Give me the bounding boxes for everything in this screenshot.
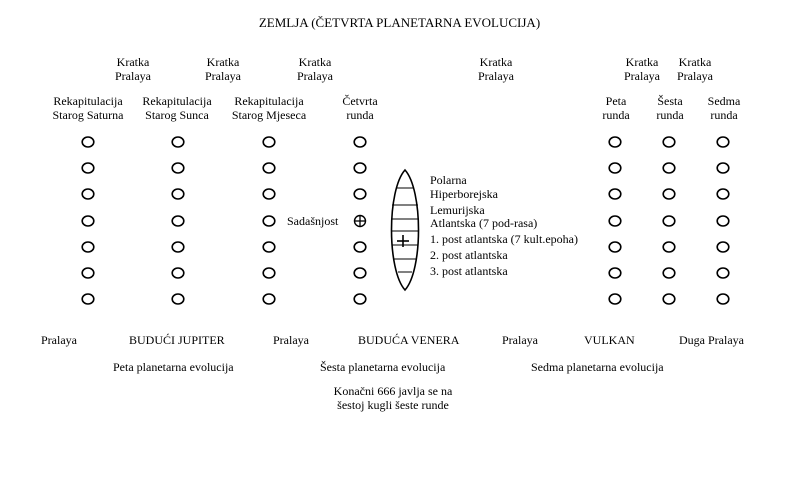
globe-circle <box>354 189 366 199</box>
round-label-seventh: Sedma runda <box>707 94 741 122</box>
race-polar: Polarna <box>430 173 467 187</box>
diagram-title: ZEMLJA (ČETVRTA PLANETARNA EVOLUCIJA) <box>258 15 541 30</box>
globe-circle <box>717 137 729 147</box>
round-label-fifth: Peta runda <box>602 94 630 122</box>
globe-circle <box>354 163 366 173</box>
race-post-atlantean-1: 1. post atlantska (7 kult.epoha) <box>430 232 578 246</box>
globe-circle <box>717 242 729 252</box>
globe-circle <box>663 268 675 278</box>
globe-circle <box>609 268 621 278</box>
globe-circle <box>663 189 675 199</box>
globe-circle <box>172 294 184 304</box>
globe-circle <box>717 268 729 278</box>
present-label: Sadašnjost <box>287 214 339 228</box>
globe-circle <box>609 163 621 173</box>
long-pralaya-label: Duga Pralaya <box>679 333 744 347</box>
race-vessel-icon <box>391 170 419 290</box>
globe-circle <box>354 137 366 147</box>
globe-circle <box>263 137 275 147</box>
globe-circle <box>663 163 675 173</box>
race-lemurian: Lemurijska <box>430 203 485 217</box>
globe-circle <box>263 189 275 199</box>
footnote: Konačni 666 javlja se na šestoj kugli šeste runde <box>333 384 453 412</box>
round-label-fourth: Četvrta runda <box>342 94 378 122</box>
globe-circle <box>263 163 275 173</box>
pralaya-label-6: Kratka Pralaya <box>677 55 713 83</box>
round-label-sixth: Šesta runda <box>656 94 684 122</box>
round-label-sun: Rekapitulacija Starog Sunca <box>142 94 212 122</box>
globe-columns <box>82 137 729 304</box>
pralaya-label-5: Kratka Pralaya <box>624 55 660 83</box>
globe-circle <box>717 294 729 304</box>
globe-circle <box>663 242 675 252</box>
globe-circle <box>609 294 621 304</box>
pralaya-label-3: Kratka Pralaya <box>297 55 333 83</box>
future-venus-label: BUDUĆA VENERA <box>358 333 460 347</box>
globe-circle <box>172 137 184 147</box>
race-post-atlantean-3: 3. post atlantska <box>430 264 508 278</box>
globe-circle <box>663 137 675 147</box>
seventh-evolution-label: Sedma planetarna evolucija <box>531 360 664 374</box>
present-globe-marker <box>355 216 366 227</box>
globe-circle <box>263 242 275 252</box>
globe-circle <box>609 216 621 226</box>
pralaya-label-2: Kratka Pralaya <box>205 55 241 83</box>
globe-circle <box>609 189 621 199</box>
globe-circle <box>82 268 94 278</box>
globe-circle <box>82 294 94 304</box>
pralaya-label-1: Kratka Pralaya <box>115 55 151 83</box>
globe-circle <box>609 137 621 147</box>
globe-circle <box>263 216 275 226</box>
globe-circle <box>354 268 366 278</box>
race-atlantean: Atlantska (7 pod-rasa) <box>430 216 538 230</box>
future-jupiter-label: BUDUĆI JUPITER <box>129 333 225 347</box>
globe-circle <box>663 294 675 304</box>
globe-circle <box>663 216 675 226</box>
globe-circle <box>172 163 184 173</box>
globe-circle <box>172 216 184 226</box>
round-label-saturn: Rekapitulacija Starog Saturna <box>52 94 124 122</box>
sixth-evolution-label: Šesta planetarna evolucija <box>320 360 446 374</box>
vulcan-label: VULKAN <box>584 333 635 347</box>
globe-circle <box>172 268 184 278</box>
globe-circle <box>717 216 729 226</box>
fifth-evolution-label: Peta planetarna evolucija <box>113 360 234 374</box>
globe-circle <box>354 294 366 304</box>
bottom-pralaya-3: Pralaya <box>502 333 538 347</box>
race-hyperborean: Hiperborejska <box>430 187 498 201</box>
globe-circle <box>717 189 729 199</box>
globe-circle <box>354 242 366 252</box>
bottom-pralaya-1: Pralaya <box>41 333 77 347</box>
globe-circle <box>82 163 94 173</box>
globe-circle <box>82 137 94 147</box>
race-post-atlantean-2: 2. post atlantska <box>430 248 508 262</box>
bottom-pralaya-2: Pralaya <box>273 333 309 347</box>
pralaya-label-4: Kratka Pralaya <box>478 55 514 83</box>
globe-circle <box>82 189 94 199</box>
globe-circle <box>172 242 184 252</box>
globe-circle <box>263 294 275 304</box>
globe-circle <box>717 163 729 173</box>
globe-circle <box>609 242 621 252</box>
globe-circle <box>263 268 275 278</box>
globe-circle <box>82 216 94 226</box>
round-label-moon: Rekapitulacija Starog Mjeseca <box>231 94 307 122</box>
globe-circle <box>172 189 184 199</box>
globe-circle <box>82 242 94 252</box>
